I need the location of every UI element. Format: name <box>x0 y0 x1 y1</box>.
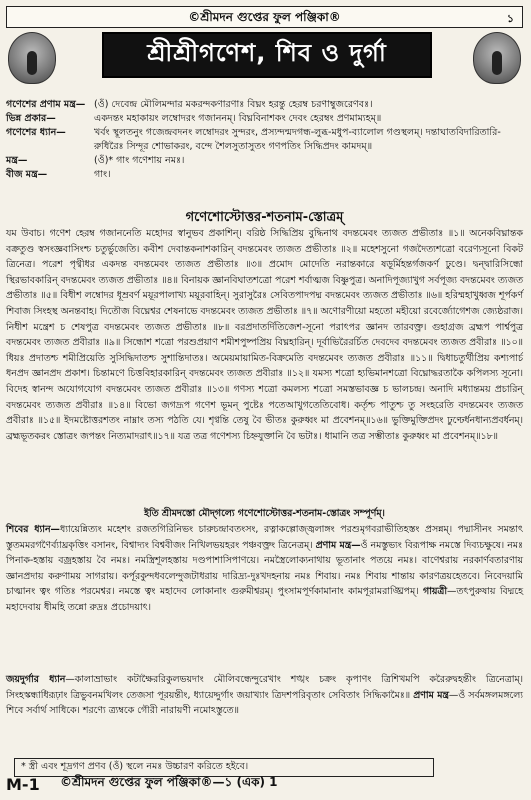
row-bija <box>6 168 523 182</box>
row-label: মন্ত্র— <box>6 155 28 166</box>
row-value: একদন্তং মহাকায়ং লম্বোদরং গজাননম্। বিঘ্নবিনাশকং দেবং হেরম্বং প্রণমাম্যহম্॥ <box>94 113 382 124</box>
top-banner <box>6 6 523 28</box>
row-mantra <box>6 154 523 168</box>
shiva-pranam-text: ওঁ নমস্তুভ্যং বিরূপাক্ষ নমস্তে দিব্যচক্ষুষে। নমঃ পিনাক-হস্তায় বজ্রহস্তায় বৈ নমঃ। নমস্ত্রিশূলহস্তায় দণ্ডপাশাসিপাণয়ে। নমস্ত্রৈলোক্যনাথায় ভূতানাং পতয়ে নমঃ। বাণেশ্বরায় নরকার্ণবতারণায় জ্ঞানপ্রদায় করুণাময় সাগরায়। কর্পূরকুন্দধবলেন্দুজটাধরায় দারিদ্র্য-দুঃখদহনায় নমঃ শিবায়। নমঃ শিবায় শান্তায় কারণত্রয়হেতবে। নিবেদয়ামি চাত্মানং ত্বং গতিঃ পরমেশ্বর। নমস্তে ত্বং মহাদেব লোকানাং গুরুমীশ্বরম্। পুংসামপূর্ণকামানাং কামপূরামরাঙ্ঘ্রিপম্। <box>6 539 523 598</box>
row-value: গাং। <box>94 169 111 180</box>
row-dhyan <box>6 126 523 154</box>
footer <box>6 774 523 794</box>
footer-text: ©শ্রীমদন গুপ্তের ফুল পঞ্জিকা®—১ (এক) 1 <box>60 775 278 789</box>
page-number: ১ <box>506 12 514 25</box>
page-title: শ্রীশ্রীগণেশ, শিব ও দুর্গা <box>102 32 432 78</box>
shiva-pranam-label: প্রণাম মন্ত্র— <box>315 539 361 551</box>
durga-pranam-label: প্রণাম মন্ত্র <box>413 689 449 701</box>
shiva-gayatri-label: গায়ত্রী <box>423 586 448 598</box>
publication-name: ©শ্রীমদন গুপ্তের ফুল পঞ্জিকা® <box>188 10 341 24</box>
row-label: বীজ মন্ত্র— <box>6 169 48 180</box>
row-label: গণেশের ধ্যান— <box>6 127 66 138</box>
durga-pranam-text: —ওঁ সর্বমঙ্গলমঙ্গল্যে শিবে সর্বার্থ সাধিকে। শরণ্যে ত্র্যম্বকে গৌরী নারায়ণী নমোঽস্তুতে॥ <box>6 689 524 717</box>
ganesh-image-left <box>8 32 56 84</box>
footnote: * স্ত্রী এবং শূদ্রগণ প্রণব (ওঁ) স্থলে নমঃ উচ্চারণ করিতে হইবে। <box>14 758 434 777</box>
row-pranam <box>6 98 523 112</box>
row-value: (ওঁ)* গাং গণেশায় নমঃ। <box>94 155 185 166</box>
colophon: ইতি শ্রীমদস্তো মৌদ্‌গল্যে গণেশোস্টোত্তর-শতনাম-স্তোত্রং সম্পূর্ণম্। <box>144 508 385 519</box>
footer-code: M-1 <box>6 774 40 794</box>
row-value: (ওঁ) দেবেন্দ্র মৌলিমন্দার মকরন্দকণারণাঃ বিঘ্নং হরন্তু হেরম্ব চরণাম্বুজরেণবঃ। <box>94 99 373 110</box>
stotram-text: যম উবাচ। গণেশ হেরম্ব গজাননেতি মহোদর স্বানুভব প্রকাশিন্। বরিষ্ঠ সিদ্ধিপ্রিয় বুদ্ধিনাথ বদন্তমেবং ত্যজত প্রভীতাঃ ॥১॥ অনেকবিঘ্নান্তক বক্রতুণ্ড স্বসংজ্ঞবাসিংশ্চ চতুর্ভুজেতি। কবীশ দেবান্তকনাশকারিন্ বদন্তমেবং ত্যজত প্রভীতাঃ ॥২॥ মহেশসুনো গজদৈত্যশত্রো বরেণ্যসূনো বিকট ত্রিনেত্র। পরেশ পৃথ্বীধর একদন্ত বদন্তমেবং ত্যজত প্রভীতাঃ ॥৩॥ প্রমোদ মোদেতি নরান্তকারে ষড়ূর্মিহন্তর্গজকর্ণ ঢুণ্ডে। দ্বন্দ্বারিসিন্ধো স্থিরভাবকারিন্ বদন্তমেবং ত্যজত প্রভীতাঃ ॥৪॥ বিনায়ক জ্ঞানবিঘাতশত্রো পরেশ শর্বাত্মজ বিষ্ণুপুত্র। অনাদিপূজ্যাখুগ সর্বপূজ্য বদন্তমেবং ত্যজত প্রভীতাঃ ॥৫॥ বিধীশ লম্বোদর ধূম্রবর্ণ ময়ূরপালাখ্য ময়ূরবাহিন্। সুরাসুরৈঃ সেবিতপাদপদ্ম বদন্তমেবং ত্যজত প্রভীতাঃ ॥৬॥ হরিম্মহাখুধ্বজ শূর্পকর্ণ শিবাজ সিংহস্থ অনন্তবাহ। দিতৌজ বিঘ্নেশ্বর শেষনাভে বদন্তমেবং ত্যজত প্রভীতাঃ ॥৭॥ অণোরণীয়ো মহতো মহীয়ো রবের্জ্যোগেশজ জ্যেষ্ঠরাজ। নিধীশ মন্ত্রেশ চ শেষপুত্র বদন্তমেবং ত্যজত প্রভীতাঃ ॥৮॥ বরপ্রদাতর্দিতিজেশ-সূনো পরাৎপর জ্ঞানদ তারবক্ত্র। গুহাগ্রজ ব্রহ্মপ পার্শ্বপুত্র বদন্তমেবং ত্যজত প্রবীরাঃ ॥৯॥ সিন্ধোশ শত্রো পরশুপ্রয়াণ শমীশপুষ্পপ্রিয় বিঘ্নহারিন্। দূর্বাভিরৈরর্চিত দেবদেব বদন্তমেবং ত্যজত প্রবীরাঃ ॥১০॥ ধিয়ঃ প্রদাতশ্চ শমীপ্রিয়েতি সুসিদ্ধিদাতশ্চ সুশান্তিদাতঃ। অমেয়মায়ামিত-বিক্রমেতি বদন্তমেবং ত্যজত প্রবীরাঃ ॥১১॥ দ্বিধাচতুর্থীপ্রিয় কশ্যপার্চ ধনপ্রদ জ্ঞানপ্রদ প্রকাশ। চিন্তামণে চিত্তবিহারকারিন্ বদন্তমেবং ত্যজত প্রবীরাঃ ॥১২॥ যমস্য শত্রো হ্যভিমানশত্রো বিঘ্নোদ্ধরতাকৈ কপিলস্য সূনো। বিদেহ স্বানন্দ অযোগযোগ বদন্তমেবং ত্যজত প্রবীরাঃ ॥১৩॥ গণস্য শত্রো কমলস্য শত্রো সমস্তভাবজ্ঞ চ ভালচন্দ্র। অনাদি মধ্যান্তময় প্রচারিন্ বদন্তমেবং ত্যজত প্রবীরাঃ ॥১৪॥ বিভো জগদ্রূপ গণেশ ভূমন্ পুষ্টেঃ পতেআখুগতেতিবোধ। কর্তৃশ্চ পাতুশ্চ তু সংহরেতি বদন্তমেবং ত্যজত প্রবীরাঃ ॥১৫॥ ইদমষ্টোত্তরশতং নাম্নাং তস্য পঠতি যে। শৃণ্বন্তি তেষু বৈ ভীতঃ কুরুধ্বং মা প্রবেশনম্॥১৬॥ ভুক্তিমুক্তিপ্রদং ঢুণ্ঢের্ধনধান্যপ্রবর্ধনম্। ব্রহ্মভূতকরং স্তোত্রং জপন্তং নিত্যমাদরাৎ॥১৭॥ যত্র তত্র গণেশস্য চিহ্নযুক্তানি বৈ ভটাঃ। ধামানি তত্র সম্ভীতাঃ কুরুধ্বং মা প্রবেশনম্॥১৮॥ <box>6 228 523 442</box>
row-alt <box>6 112 523 126</box>
page <box>6 6 523 794</box>
shiva-dhyan-text: ধ্যায়েন্নিত্যং মহেশং রজতগিরিনিভং চারুচন্দ্রাবতংসং, রত্নাকল্পোজ্জ্বলাঙ্গং পরশুমৃগবরাভীতিহস্তং প্রসন্নম্। পদ্মাসীনং সমন্তাৎ স্তুতমমরগণৈর্ব্যাঘ্রকৃত্তিং বসানং, বিশ্বাদ্যং বিশ্ববীজং নিখিলভয়হরং পঞ্চবক্ত্রং ত্রিনেত্রম্। <box>6 524 524 551</box>
row-label: গণেশের প্রণাম মন্ত্র— <box>6 99 86 110</box>
durga-dhyan-label: জয়দুর্গার ধ্যান <box>6 674 66 685</box>
ganesh-image-right <box>473 32 521 84</box>
row-label: ভিন্ন প্রকার— <box>6 113 56 124</box>
shiva-gayatri-text: —তৎপুরুষায় বিদ্মহে মহাদেবায় ধীমহি তন্নো রুদ্রঃ প্রচোদয়াৎ। <box>6 586 523 613</box>
row-value: খর্বং স্থূলতনুং গজেন্দ্রবদনং লম্বোদরং সুন্দরং, প্রস্যন্দন্মদগন্ধ-লুব্ধ-মধুপ-ব্যালোল গণ্ডস্থলম্। দন্তাঘাতবিদারিতারি-রুধিরৈঃ সিন্দূর শোভাকরং, বন্দে শৈলসুতাসুতং গণপতিং সিদ্ধিপ্রদং কামদম্॥ <box>94 127 501 152</box>
durga-dhyan-text: —কালাভ্রাভাং কটাক্ষৈররিকুলভয়দাং মৌলিবন্ধেন্দুরেখাং শঙ্খং চক্রং কৃপাণং ত্রিশিখমপি করৈরুদ্বহন্তীং ত্রিনেত্রাম্। সিংহস্কন্ধাধিরূঢ়াং ত্রিভুবনমখিলং তেজসা পূরয়ন্তীং, ধ্যায়েদ্দুর্গাং জয়াখ্যাং ত্রিদশপরিবৃতাং সেবিতাং সিদ্ধিকামৈঃ॥ <box>6 674 524 701</box>
shiva-section <box>6 522 523 616</box>
mantra-rows <box>6 98 523 182</box>
section-title: গণেশোস্টোত্তর-শতনাম-স্তোত্রম্ <box>185 210 344 225</box>
shiva-dhyan-label: শিবের ধ্যান— <box>6 524 60 535</box>
durga-section <box>6 672 523 719</box>
